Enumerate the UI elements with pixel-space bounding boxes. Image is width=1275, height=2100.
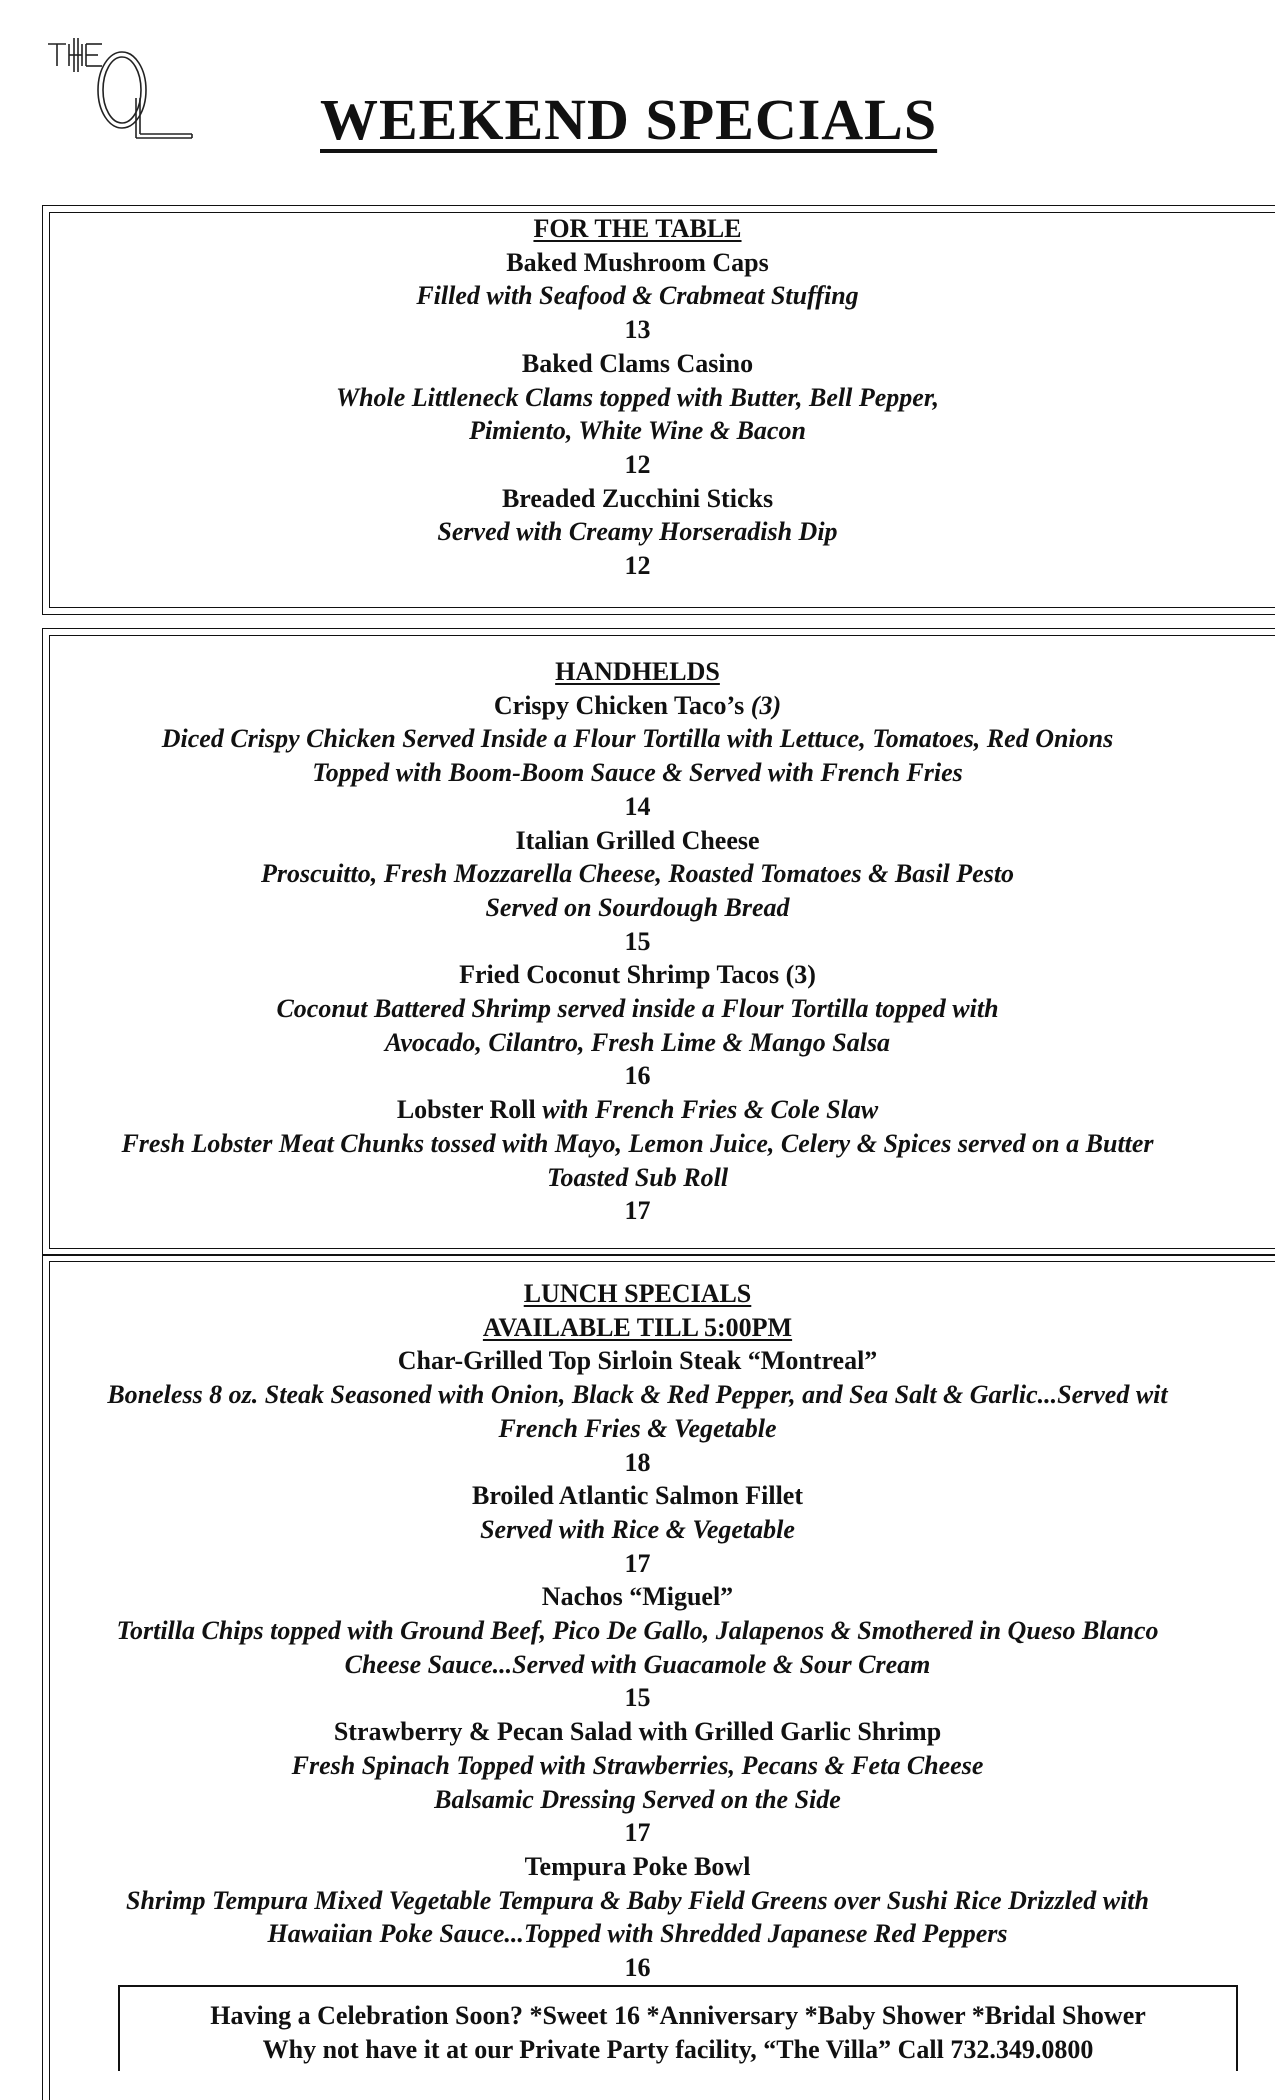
menu-item-description: Fresh Lobster Meat Chunks tossed with Mayo, Lemon Juice, Celery & Spices served on a Butter [121, 1128, 1154, 1158]
menu-item-description: Pimiento, White Wine & Bacon [469, 416, 806, 446]
menu-item-description: Tortilla Chips topped with Ground Beef, Pico De Gallo, Jalapenos & Smothered in Queso Blanco [116, 1616, 1159, 1646]
menu-item-price: 17 [624, 1548, 651, 1578]
section-heading: LUNCH SPECIALS [523, 1279, 752, 1308]
menu-item-description: Served on Sourdough Bread [485, 892, 790, 922]
menu-item-description: Fresh Spinach Topped with Strawberries, Pecans & Feta Cheese [291, 1750, 984, 1780]
page-title: WEEKEND SPECIALS [320, 87, 938, 152]
menu-item-description: Balsamic Dressing Served on the Side [434, 1784, 841, 1814]
menu-item-description: Diced Crispy Chicken Served Inside a Flour Tortilla with Lettuce, Tomatoes, Red Onions [161, 724, 1114, 754]
menu-item-description: French Fries & Vegetable [498, 1413, 777, 1443]
menu-item-name: Breaded Zucchini Sticks [501, 483, 774, 513]
menu-item-price: 17 [624, 1196, 651, 1226]
menu-item-description: Topped with Boom-Boom Sauce & Served with French Fries [312, 758, 963, 788]
menu-item-name: Crispy Chicken Taco’s [493, 690, 745, 720]
section-heading: HANDHELDS [555, 657, 720, 686]
menu-item-name: Baked Clams Casino [521, 348, 754, 378]
menu-item-price: 18 [624, 1447, 651, 1477]
menu-item-name: Broiled Atlantic Salmon Fillet [471, 1481, 804, 1511]
menu-item-description: Filled with Seafood & Crabmeat Stuffing [416, 281, 859, 311]
menu-item-price: 12 [624, 449, 651, 479]
promo-line-2: Why not have it at our Private Party facility, “The Villa” Call 732.349.0800 [262, 2035, 1094, 2064]
menu-item-price: 17 [624, 1818, 651, 1848]
lunch-specials-section [0, 1277, 1275, 1985]
menu-item-description: Whole Littleneck Clams topped with Butter, Bell Pepper, [335, 382, 940, 412]
menu-item-description: Avocado, Cilantro, Fresh Lime & Mango Salsa [384, 1027, 891, 1057]
menu-item-name: Char-Grilled Top Sirloin Steak “Montreal” [397, 1346, 878, 1376]
menu-item-price: 12 [624, 551, 651, 581]
menu-item-description: Served with Rice & Vegetable [480, 1514, 795, 1544]
menu-item-name-suffix: with French Fries & Cole Slaw [542, 1095, 879, 1125]
menu-item-description: Served with Creamy Horseradish Dip [437, 517, 838, 547]
for-the-table-section [0, 212, 1275, 583]
menu-item-description: Hawaiian Poke Sauce...Topped with Shredded Japanese Red Peppers [267, 1919, 1008, 1949]
promo-line-1: Having a Celebration Soon? *Sweet 16 *Anniversary *Baby Shower *Bridal Shower [210, 2001, 1146, 2030]
menu-item-price: 16 [624, 1061, 651, 1091]
section-subheading: AVAILABLE TILL 5:00PM [482, 1312, 793, 1342]
menu-item-name: Baked Mushroom Caps [506, 247, 769, 277]
menu-item-description: Boneless 8 oz. Steak Seasoned with Onion, Black & Red Pepper, and Sea Salt & Garlic...Served wit [107, 1380, 1168, 1410]
menu-item-name: Tempura Poke Bowl [524, 1851, 751, 1881]
menu-item-price: 15 [624, 926, 651, 956]
menu-item-name-suffix: (3) [750, 690, 782, 720]
menu-item-price: 13 [624, 315, 651, 345]
menu-item-description: Proscuitto, Fresh Mozzarella Cheese, Roasted Tomatoes & Basil Pesto [260, 859, 1015, 889]
handhelds-section [0, 655, 1275, 1228]
menu-item-description: Shrimp Tempura Mixed Vegetable Tempura & Baby Field Greens over Sushi Rice Drizzled with [126, 1885, 1149, 1915]
menu-item-price: 14 [624, 791, 651, 821]
menu-item-name: Lobster Roll [396, 1095, 536, 1125]
menu-item-name: Italian Grilled Cheese [515, 825, 760, 855]
menu-item-price: 16 [624, 1953, 651, 1983]
menu-item-description: Cheese Sauce...Served with Guacamole & Sour Cream [344, 1649, 931, 1679]
menu-item-price: 15 [624, 1683, 651, 1713]
menu-item-name: Fried Coconut Shrimp Tacos (3) [459, 960, 816, 990]
menu-item-name-line [0, 689, 1275, 723]
section-heading: FOR THE TABLE [533, 214, 742, 243]
menu-item-name-line [0, 1093, 1275, 1127]
restaurant-logo [40, 28, 200, 148]
menu-item-description: Coconut Battered Shrimp served inside a Flour Tortilla topped with [276, 994, 999, 1024]
menu-item-name: Strawberry & Pecan Salad with Grilled Garlic Shrimp [333, 1717, 942, 1747]
party-promo-banner [118, 1985, 1238, 2071]
menu-item-name: Nachos “Miguel” [541, 1582, 734, 1612]
menu-item-description: Toasted Sub Roll [546, 1162, 729, 1192]
